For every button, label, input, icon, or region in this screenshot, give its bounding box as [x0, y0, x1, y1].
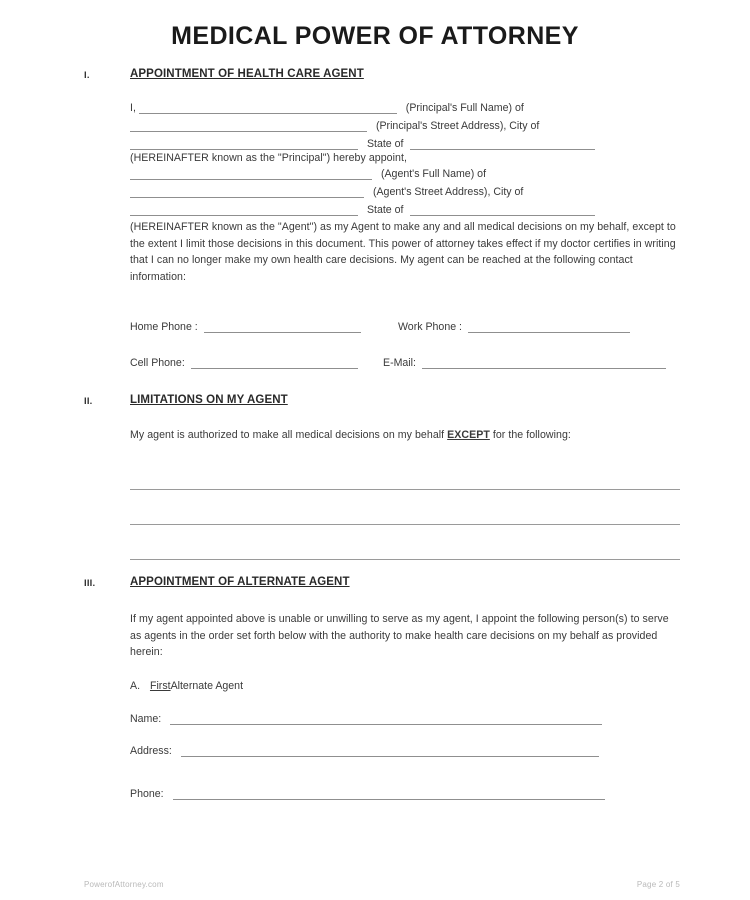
principal-full-name-label: (Principal's Full Name) of [405, 102, 524, 114]
alternate-agent-paragraph-block [130, 611, 680, 661]
agent-state-field[interactable] [410, 205, 595, 216]
limitations-except-emphasis: EXCEPT [447, 429, 490, 441]
section-title-1: APPOINTMENT OF HEALTH CARE AGENT [130, 68, 364, 80]
agent-full-name-field[interactable] [130, 169, 372, 180]
agent-authority-paragraph-block [130, 219, 680, 285]
footer-source-label: PowerofAttorney.com [84, 880, 164, 889]
agent-city-field[interactable] [130, 205, 358, 216]
alternate-name-row [130, 713, 602, 725]
agent-street-address-field[interactable] [130, 187, 364, 198]
principal-state-field[interactable] [410, 139, 595, 150]
alternate-phone-row [130, 788, 605, 800]
alternate-address-label: Address: [130, 745, 172, 757]
footer-page-number: Page 2 of 5 [636, 880, 680, 889]
alternate-address-field[interactable] [181, 746, 599, 757]
email-label: E-Mail: [383, 357, 416, 369]
limitations-blank-line[interactable] [130, 524, 680, 525]
section-title-3: APPOINTMENT OF ALTERNATE AGENT [130, 576, 350, 588]
home-phone-field[interactable] [204, 322, 361, 333]
alternate-item-rest: Alternate Agent [170, 680, 244, 692]
work-phone-field[interactable] [468, 322, 630, 333]
section-numeral-3: III. [84, 578, 96, 589]
principal-hereinafter-text [130, 150, 680, 167]
cell-phone-field[interactable] [191, 358, 358, 369]
first-alternate-agent-item [130, 680, 243, 692]
work-phone-label: Work Phone : [398, 321, 462, 333]
principal-full-name-row [130, 102, 524, 114]
alternate-name-field[interactable] [170, 714, 602, 725]
alternate-phone-label: Phone: [130, 788, 164, 800]
principal-state-label: State of [366, 138, 404, 150]
principal-street-address-row [130, 120, 539, 132]
limitations-paragraph-block [130, 427, 680, 444]
section-numeral-2: II. [84, 396, 93, 407]
principal-street-address-field[interactable] [130, 121, 367, 132]
agent-full-name-row [130, 168, 486, 180]
work-phone-row [398, 321, 630, 333]
home-phone-label: Home Phone : [130, 321, 198, 333]
principal-line-prefix: I, [130, 102, 136, 114]
agent-city-state-row [130, 204, 595, 216]
section-title-2: LIMITATIONS ON MY AGENT [130, 394, 288, 406]
agent-street-address-row [130, 186, 523, 198]
email-field[interactable] [422, 358, 666, 369]
principal-street-address-label: (Principal's Street Address), City of [375, 120, 540, 132]
limitations-blank-line[interactable] [130, 489, 680, 490]
principal-hereinafter-paragraph: (HEREINAFTER known as the "Principal") hereby appoint, [130, 152, 407, 164]
limitations-text-part2: for the following: [489, 429, 571, 441]
page-title: MEDICAL POWER OF ATTORNEY [171, 22, 579, 50]
limitations-blank-line[interactable] [130, 559, 680, 560]
home-phone-row [130, 321, 361, 333]
email-row [383, 357, 666, 369]
alternate-name-label: Name: [130, 713, 162, 725]
agent-authority-paragraph: (HEREINAFTER known as the "Agent") as my Agent to make any and all medical decisions on my behalf, except to the extent I limit those decisions in this document. This power of attorney takes effect if my doctor certifies in writing that I can no longer make my own health care decisions. My agent can be reached at the following contact information: [130, 221, 676, 283]
alternate-item-emphasis: First [149, 680, 171, 692]
cell-phone-row [130, 357, 358, 369]
alternate-address-row [130, 745, 599, 757]
cell-phone-label: Cell Phone: [130, 357, 185, 369]
agent-street-address-label: (Agent's Street Address), City of [372, 186, 524, 198]
limitations-text-part1: My agent is authorized to make all medical decisions on my behalf [130, 429, 448, 441]
alternate-agent-paragraph: If my agent appointed above is unable or unwilling to serve as my agent, I appoint the following person(s) to serve as agents in the order set forth below with the authority to make health care decisions on my behalf as provided herein: [130, 613, 669, 659]
section-numeral-1: I. [84, 70, 90, 81]
principal-city-field[interactable] [130, 139, 358, 150]
alternate-phone-field[interactable] [173, 789, 605, 800]
alternate-item-letter: A. [130, 680, 141, 692]
principal-full-name-field[interactable] [139, 103, 397, 114]
principal-city-state-row [130, 138, 595, 150]
agent-full-name-label: (Agent's Full Name) of [380, 168, 487, 180]
limitations-paragraph [130, 427, 680, 444]
agent-state-label: State of [366, 204, 404, 216]
